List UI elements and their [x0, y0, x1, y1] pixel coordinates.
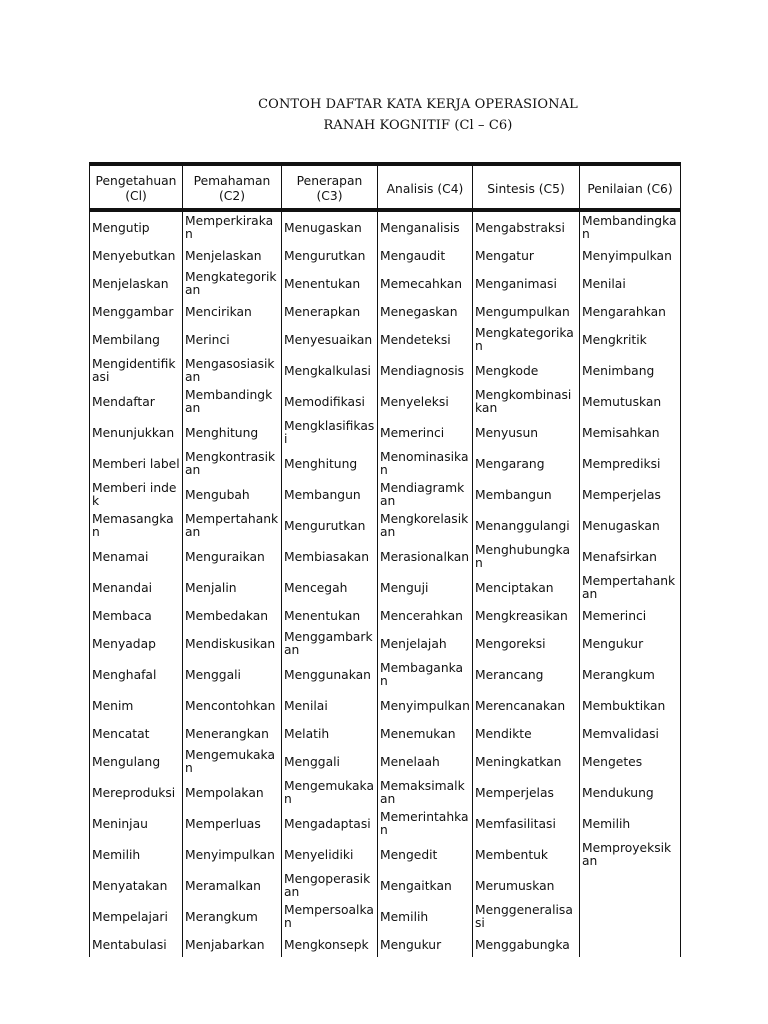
- table-cell-c6: Memprediksi: [580, 448, 681, 479]
- table-cell-c6: Memerinci: [580, 603, 681, 628]
- table-row: [90, 659, 681, 690]
- table-cell-c4: Menegaskan: [378, 299, 473, 324]
- header-pengetahuan: Pengetahuan (Cl): [90, 164, 183, 210]
- table-row: [90, 628, 681, 659]
- table-cell-c2: Mencirikan: [183, 299, 282, 324]
- table-cell-c1: Menim: [90, 690, 183, 721]
- table-cell-c4: Memaksimalkan: [378, 777, 473, 808]
- table-cell-c1: Membaca: [90, 603, 183, 628]
- table-cell-c3: Memodifikasi: [282, 386, 378, 417]
- table-cell-c2: Mendiskusikan: [183, 628, 282, 659]
- table-cell-c2: Membandingkan: [183, 386, 282, 417]
- table-cell-c4: Menelaah: [378, 746, 473, 777]
- table-cell-c4: Menyeleksi: [378, 386, 473, 417]
- table-cell-c1: Menyebutkan: [90, 243, 183, 268]
- table-cell-c6: Menilai: [580, 268, 681, 299]
- table-row: [90, 324, 681, 355]
- table-cell-c5: Mendikte: [473, 721, 580, 746]
- table-row: [90, 572, 681, 603]
- table-cell-c1: Menamai: [90, 541, 183, 572]
- table-row: [90, 870, 681, 901]
- table-cell-c5: Meningkatkan: [473, 746, 580, 777]
- table-cell-c2: Menghitung: [183, 417, 282, 448]
- table-cell-c3: Membangun: [282, 479, 378, 510]
- table-cell-c2: Menjelaskan: [183, 243, 282, 268]
- table-cell-c4: Memilih: [378, 901, 473, 932]
- table-cell-c6: [580, 870, 681, 901]
- table-cell-c1: Menandai: [90, 572, 183, 603]
- title-line-2: RANAH KOGNITIF (Cl – C6): [323, 118, 513, 133]
- table-cell-c1: Meninjau: [90, 808, 183, 839]
- table-cell-c1: Memasangkan: [90, 510, 183, 541]
- table-cell-c5: Mengkombinasikan: [473, 386, 580, 417]
- table-cell-c2: Mengubah: [183, 479, 282, 510]
- table-cell-c1: Mengulang: [90, 746, 183, 777]
- table-cell-c5: Mengoreksi: [473, 628, 580, 659]
- table-cell-c5: Mengumpulkan: [473, 299, 580, 324]
- table-cell-c5: Menciptakan: [473, 572, 580, 603]
- table-cell-c3: Mengemukakan: [282, 777, 378, 808]
- table-cell-c6: Mengarahkan: [580, 299, 681, 324]
- table-cell-c4: Menganalisis: [378, 210, 473, 243]
- table-cell-c6: Mengkritik: [580, 324, 681, 355]
- table-row: [90, 417, 681, 448]
- table-cell-c6: [580, 932, 681, 957]
- table-cell-c5: Menggabungka: [473, 932, 580, 957]
- table-cell-c1: Menunjukkan: [90, 417, 183, 448]
- table-row: [90, 541, 681, 572]
- table-cell-c3: Mengadaptasi: [282, 808, 378, 839]
- table-cell-c1: Menyatakan: [90, 870, 183, 901]
- table-row: [90, 777, 681, 808]
- table-cell-c6: Mendukung: [580, 777, 681, 808]
- table-cell-c2: Menguraikan: [183, 541, 282, 572]
- table-cell-c2: Memperluas: [183, 808, 282, 839]
- table-row: [90, 603, 681, 628]
- table-cell-c4: Mendiagramkan: [378, 479, 473, 510]
- table-cell-c2: Mencontohkan: [183, 690, 282, 721]
- table-cell-c6: Menyimpulkan: [580, 243, 681, 268]
- table-cell-c3: Menggambarkan: [282, 628, 378, 659]
- header-analisis: Analisis (C4): [378, 164, 473, 210]
- table-cell-c2: Menerangkan: [183, 721, 282, 746]
- table-cell-c2: Menjabarkan: [183, 932, 282, 957]
- table-header-row: [90, 164, 681, 210]
- table-row: [90, 268, 681, 299]
- table-cell-c5: Mengkategorikan: [473, 324, 580, 355]
- table-cell-c5: Merencanakan: [473, 690, 580, 721]
- header-penerapan: Penerapan (C3): [282, 164, 378, 210]
- table-cell-c4: Mengaitkan: [378, 870, 473, 901]
- table-cell-c1: Mendaftar: [90, 386, 183, 417]
- table-cell-c5: Mengkode: [473, 355, 580, 386]
- table-cell-c5: Merancang: [473, 659, 580, 690]
- table-cell-c1: Menyadap: [90, 628, 183, 659]
- verb-table: [89, 162, 681, 957]
- table-cell-c3: Mencegah: [282, 572, 378, 603]
- table-row: [90, 721, 681, 746]
- table-cell-c5: Memfasilitasi: [473, 808, 580, 839]
- table-cell-c5: Menanggulangi: [473, 510, 580, 541]
- table-cell-c2: Membedakan: [183, 603, 282, 628]
- table-cell-c5: Membentuk: [473, 839, 580, 870]
- table-row: [90, 210, 681, 243]
- table-cell-c3: Menyesuaikan: [282, 324, 378, 355]
- table-cell-c1: Mengutip: [90, 210, 183, 243]
- table-cell-c4: Mencerahkan: [378, 603, 473, 628]
- table-cell-c2: Merinci: [183, 324, 282, 355]
- title-line-1: CONTOH DAFTAR KATA KERJA OPERASIONAL: [258, 97, 578, 112]
- table-cell-c2: Meramalkan: [183, 870, 282, 901]
- table-cell-c4: Mengkorelasikan: [378, 510, 473, 541]
- table-cell-c3: Mengoperasikan: [282, 870, 378, 901]
- table-cell-c3: Menerapkan: [282, 299, 378, 324]
- table-row: [90, 299, 681, 324]
- table-cell-c4: Memerinci: [378, 417, 473, 448]
- table-cell-c3: Menggunakan: [282, 659, 378, 690]
- table-cell-c6: Memperjelas: [580, 479, 681, 510]
- table-cell-c2: Mengkontrasikan: [183, 448, 282, 479]
- table-cell-c3: Membiasakan: [282, 541, 378, 572]
- table-cell-c4: Mendiagnosis: [378, 355, 473, 386]
- table-cell-c2: Mengemukakan: [183, 746, 282, 777]
- table-cell-c4: Mendeteksi: [378, 324, 473, 355]
- table-cell-c2: Menyimpulkan: [183, 839, 282, 870]
- table-cell-c3: Menilai: [282, 690, 378, 721]
- table-cell-c4: Merasionalkan: [378, 541, 473, 572]
- table-cell-c6: Merangkum: [580, 659, 681, 690]
- table-cell-c4: Membagankan: [378, 659, 473, 690]
- table-cell-c6: Membuktikan: [580, 690, 681, 721]
- table-cell-c3: Mengkalkulasi: [282, 355, 378, 386]
- table-row: [90, 386, 681, 417]
- table-cell-c1: Mereproduksi: [90, 777, 183, 808]
- table-cell-c3: Menugaskan: [282, 210, 378, 243]
- table-cell-c3: Menentukan: [282, 268, 378, 299]
- table-cell-c6: Mengetes: [580, 746, 681, 777]
- table-cell-c6: Menimbang: [580, 355, 681, 386]
- table-cell-c4: Menjelajah: [378, 628, 473, 659]
- table-cell-c1: Memilih: [90, 839, 183, 870]
- table-cell-c3: Menyelidiki: [282, 839, 378, 870]
- table-cell-c1: Menjelaskan: [90, 268, 183, 299]
- table-row: [90, 448, 681, 479]
- table-cell-c5: Menyusun: [473, 417, 580, 448]
- table-cell-c2: Mempolakan: [183, 777, 282, 808]
- table-cell-c3: Mengurutkan: [282, 510, 378, 541]
- table-cell-c2: Mengkategorikan: [183, 268, 282, 299]
- table-row: [90, 932, 681, 957]
- table-cell-c6: Menugaskan: [580, 510, 681, 541]
- table-cell-c3: Menghitung: [282, 448, 378, 479]
- table-cell-c6: Mempertahankan: [580, 572, 681, 603]
- table-cell-c1: Memberi label: [90, 448, 183, 479]
- table-row: [90, 746, 681, 777]
- table-cell-c1: Menghafal: [90, 659, 183, 690]
- table-cell-c4: Menemukan: [378, 721, 473, 746]
- table-cell-c2: Mempertahankan: [183, 510, 282, 541]
- table-cell-c4: Memecahkan: [378, 268, 473, 299]
- table-cell-c6: [580, 901, 681, 932]
- table-cell-c3: Mempersoalkan: [282, 901, 378, 932]
- table-cell-c6: Memproyeksikan: [580, 839, 681, 870]
- table-cell-c4: Memerintahkan: [378, 808, 473, 839]
- table-cell-c1: Mencatat: [90, 721, 183, 746]
- table-row: [90, 808, 681, 839]
- table-cell-c1: Menggambar: [90, 299, 183, 324]
- table-row: [90, 839, 681, 870]
- table-row: [90, 901, 681, 932]
- table-row: [90, 510, 681, 541]
- table-cell-c1: Mengidentifikasi: [90, 355, 183, 386]
- table-cell-c2: Merangkum: [183, 901, 282, 932]
- table-cell-c3: Menentukan: [282, 603, 378, 628]
- table-body: [90, 210, 681, 957]
- header-sintesis: Sintesis (C5): [473, 164, 580, 210]
- table-cell-c6: Memilih: [580, 808, 681, 839]
- table-cell-c5: Membangun: [473, 479, 580, 510]
- table-cell-c4: Mengukur: [378, 932, 473, 957]
- table-cell-c4: Mengedit: [378, 839, 473, 870]
- table-row: [90, 355, 681, 386]
- table-row: [90, 690, 681, 721]
- table-cell-c2: Menggali: [183, 659, 282, 690]
- header-pemahaman: Pemahaman (C2): [183, 164, 282, 210]
- table-cell-c4: Mengaudit: [378, 243, 473, 268]
- table-cell-c6: Mengukur: [580, 628, 681, 659]
- table-cell-c5: Merumuskan: [473, 870, 580, 901]
- table-cell-c3: Mengklasifikasi: [282, 417, 378, 448]
- table-cell-c5: Mengarang: [473, 448, 580, 479]
- table-cell-c4: Menyimpulkan: [378, 690, 473, 721]
- table-cell-c5: Memperjelas: [473, 777, 580, 808]
- table-cell-c4: Menominasikan: [378, 448, 473, 479]
- table-cell-c3: Mengkonsepk: [282, 932, 378, 957]
- table-cell-c5: Menggeneralisasi: [473, 901, 580, 932]
- table-cell-c6: Memutuskan: [580, 386, 681, 417]
- table-cell-c3: Menggali: [282, 746, 378, 777]
- table-cell-c1: Membilang: [90, 324, 183, 355]
- table-cell-c5: Mengkreasikan: [473, 603, 580, 628]
- table-cell-c1: Mempelajari: [90, 901, 183, 932]
- table-cell-c3: Melatih: [282, 721, 378, 746]
- table-cell-c6: Membandingkan: [580, 210, 681, 243]
- table-cell-c4: Menguji: [378, 572, 473, 603]
- table-cell-c6: Menafsirkan: [580, 541, 681, 572]
- table-cell-c1: Mentabulasi: [90, 932, 183, 957]
- table-cell-c3: Mengurutkan: [282, 243, 378, 268]
- table-cell-c1: Memberi indek: [90, 479, 183, 510]
- table-cell-c5: Menganimasi: [473, 268, 580, 299]
- table-cell-c6: Memisahkan: [580, 417, 681, 448]
- table-cell-c6: Memvalidasi: [580, 721, 681, 746]
- table-cell-c2: Menjalin: [183, 572, 282, 603]
- table-cell-c5: Menghubungkan: [473, 541, 580, 572]
- verb-table-container: [89, 162, 680, 957]
- table-cell-c5: Mengatur: [473, 243, 580, 268]
- document-title: [0, 94, 768, 136]
- table-row: [90, 243, 681, 268]
- header-penilaian: Penilaian (C6): [580, 164, 681, 210]
- table-cell-c5: Mengabstraksi: [473, 210, 580, 243]
- table-row: [90, 479, 681, 510]
- table-cell-c2: Mengasosiasikan: [183, 355, 282, 386]
- table-cell-c2: Memperkirakan: [183, 210, 282, 243]
